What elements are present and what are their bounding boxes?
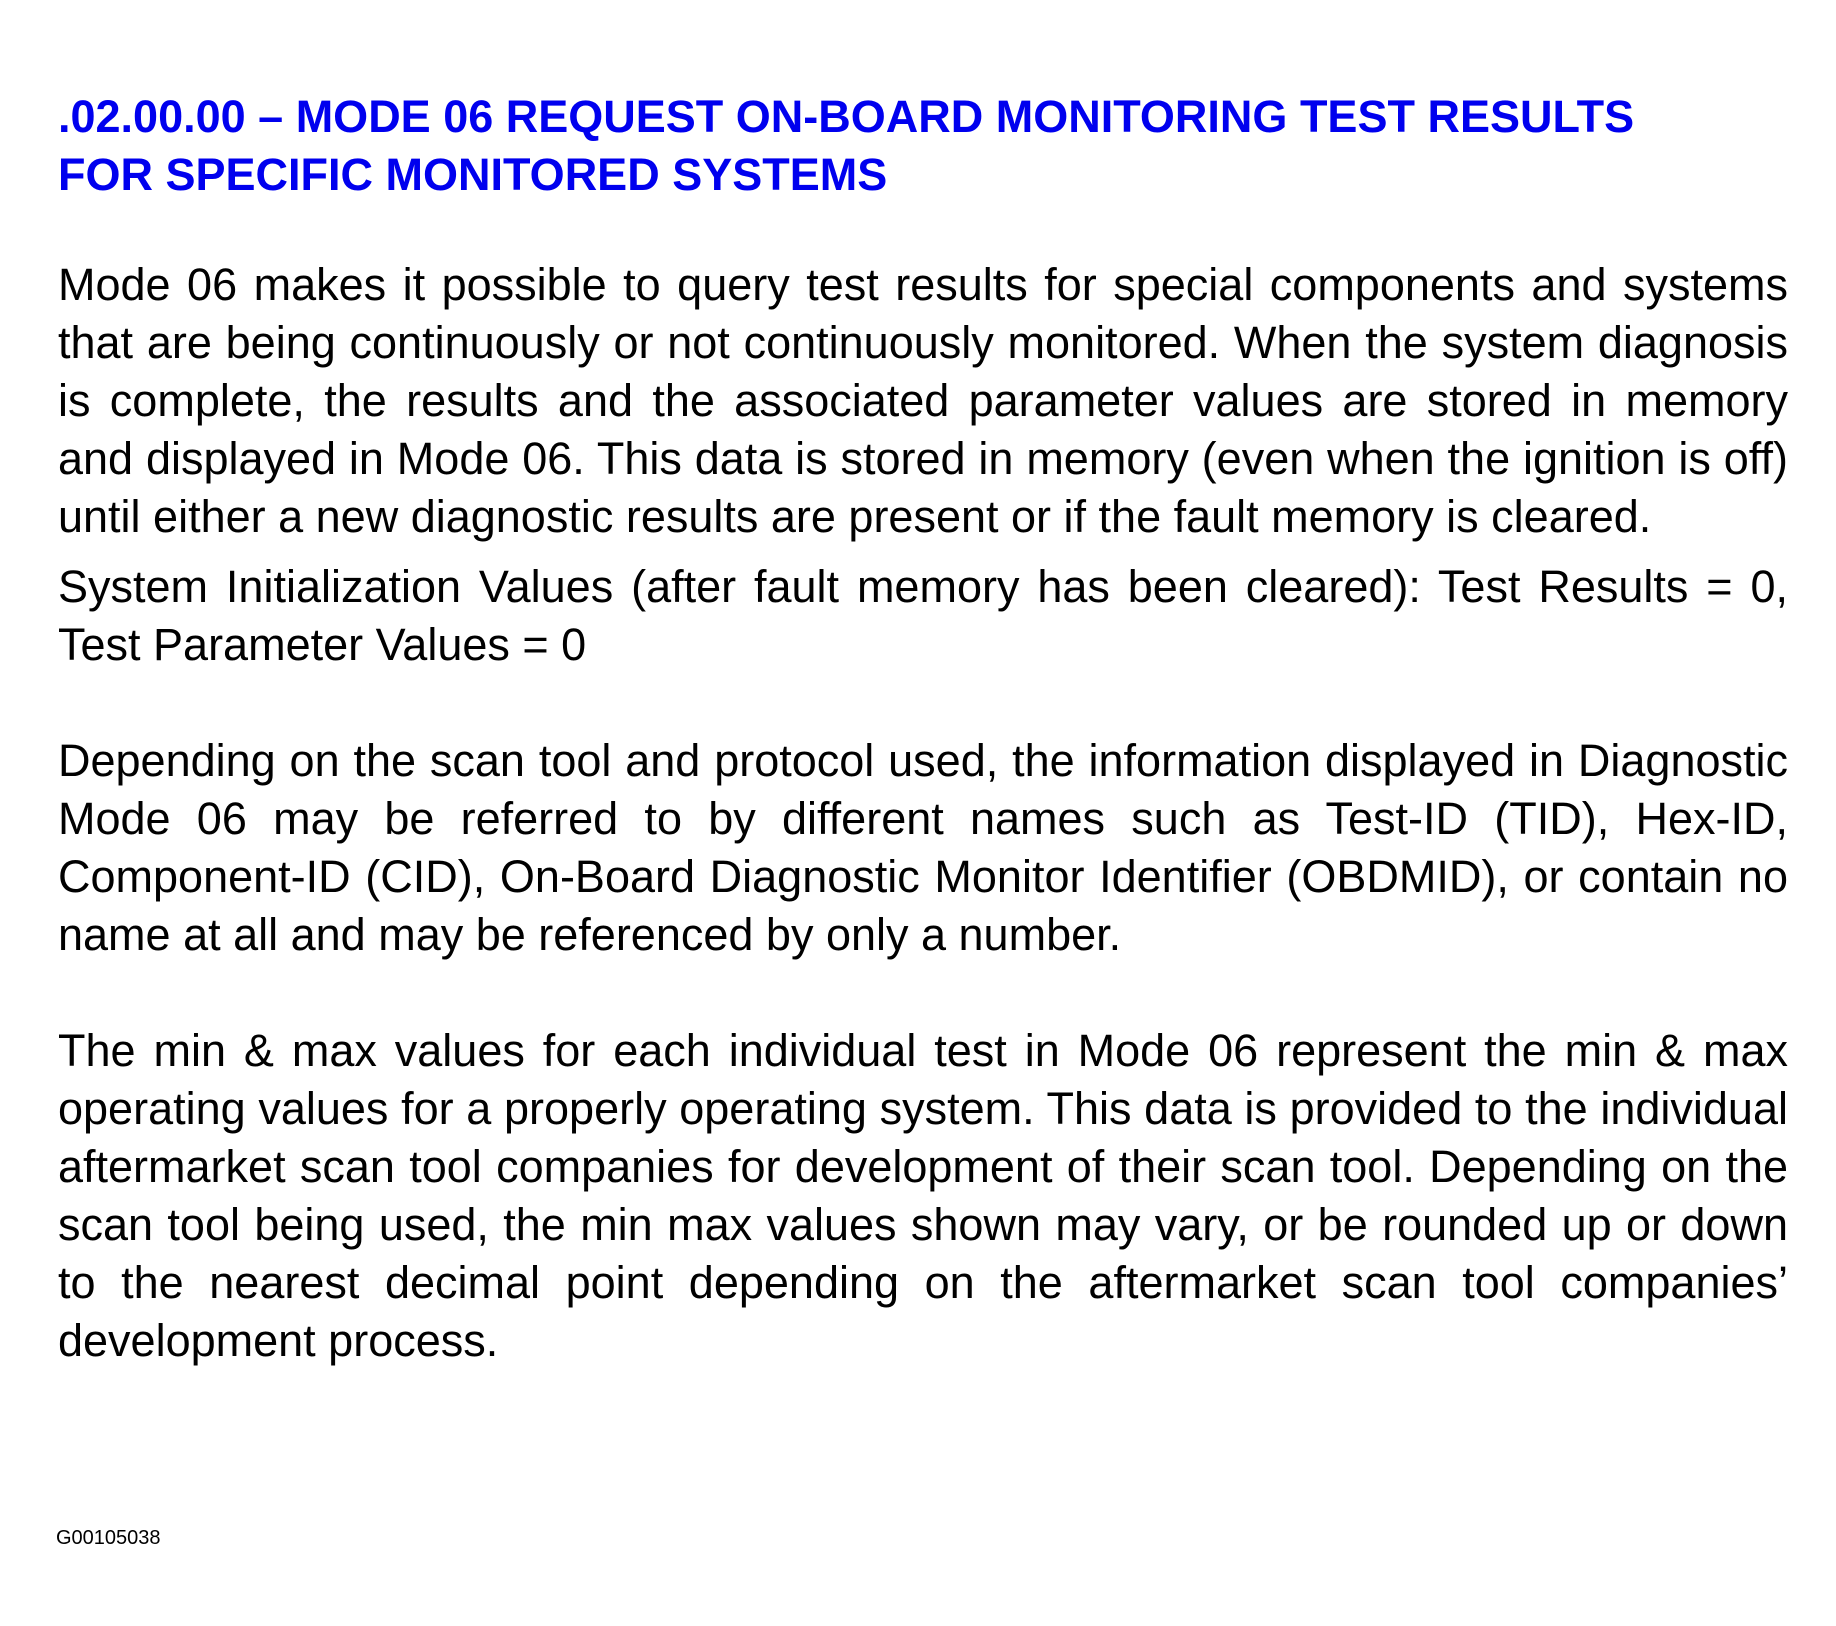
section-title-line-1: .02.00.00 – MODE 06 REQUEST ON-BOARD MONITORING TEST RESULTS <box>58 91 1635 142</box>
section-title-line-2: FOR SPECIFIC MONITORED SYSTEMS <box>58 149 888 200</box>
paragraph-naming-variations: Depending on the scan tool and protocol used, the information displayed in Diagnostic Mode 06 may be referred to by different names such as Test-ID (TID), Hex-ID, Component-ID (CID), On-Board Diagnostic Monitor Identifier (OBDMID), or contain no name at all and may be referenced by only a number. <box>58 735 1788 960</box>
paragraph-min-max-values: The min & max values for each individual test in Mode 06 represent the min & max operating values for a properly operating system. This data is provided to the individual aftermarket scan tool companies for development of their scan tool. Depending on the scan tool being used, the min max values shown may vary, or be rounded up or down to the nearest decimal point depending on the aftermarket scan tool companies’ development process. <box>58 1025 1788 1366</box>
paragraph-spacer <box>58 964 1788 1022</box>
paragraph-spacer <box>58 674 1788 732</box>
document-page <box>58 88 1788 1370</box>
paragraph-spacer <box>58 546 1788 558</box>
paragraph-mode06-overview: Mode 06 makes it possible to query test results for special components and systems that are being continuously or not continuously monitored. When the system diagnosis is complete, the results and the associated parameter values are stored in memory and displayed in Mode 06. This data is stored in memory (even when the ignition is off) until either a new diagnostic results are present or if the fault memory is cleared. <box>58 259 1788 542</box>
section-title <box>58 88 1788 204</box>
figure-id: G00105038 <box>56 1527 161 1549</box>
paragraph-initialization-values: System Initialization Values (after fault memory has been cleared): Test Results = 0, Test Parameter Values = 0 <box>58 561 1788 670</box>
